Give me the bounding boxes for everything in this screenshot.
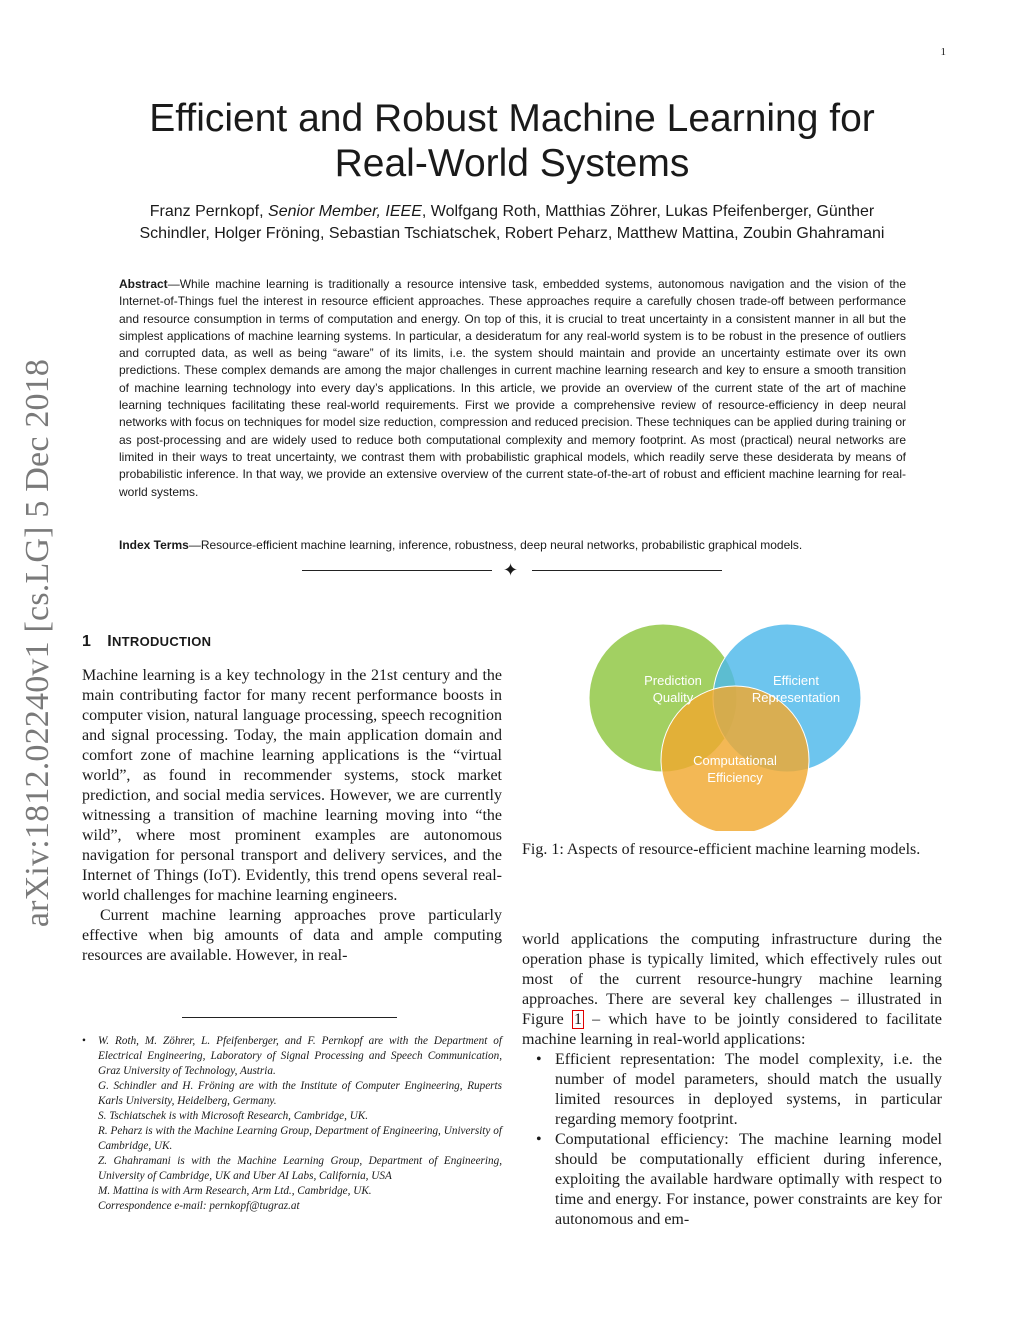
separator-rule-right [532, 570, 722, 571]
author-role: Senior Member, IEEE [268, 203, 422, 220]
right-column-body [522, 930, 942, 1230]
section-heading [82, 633, 502, 651]
venn-label-efficient-line1: Efficient [772, 673, 820, 688]
footnote-line: Correspondence e-mail: pernkopf@tugraz.at [98, 1200, 300, 1212]
separator-diamond-icon: ✦ [503, 560, 519, 580]
index-terms-label: Index Terms [119, 538, 189, 552]
abstract [119, 276, 906, 501]
left-column-body [82, 666, 502, 966]
section-title-rest: NTRODUCTION [111, 634, 212, 649]
intro-paragraph-1: Machine learning is a key technology in the 21st century and the main contributing factor for many recent performance boosts in computer vision, natural language processing, speech recognition and signal processing. Today, the main application domain and comfort zone of machine learning applications is the “virtual world”, as found in recommender systems, stock market prediction, and social media services. However, we are currently witnessing a transition of machine learning moving into “the wild”, where most prominent examples are autonomous navigation for personal transport and delivery services, and the Internet of Things (IoT). Evidently, this trend opens several real-world challenges for machine learning engineers. [82, 667, 502, 904]
arxiv-identifier [18, 355, 58, 930]
challenge-list [522, 1050, 942, 1230]
paper-title-line2: Real-World Systems [334, 142, 690, 185]
footnote-line: G. Schindler and H. Fröning are with the Institute of Computer Engineering, Ruperts Karls University, Heidelberg, Germany. [98, 1080, 502, 1107]
abstract-text: —While machine learning is traditionally a resource intensive task, embedded systems, autonomous navigation and the vision of the Internet-of-Things fuel the interest in resource efficient approaches. These approaches require a carefully chosen trade-off between performance and resource consumption in terms of computation and energy. On top of this, it is crucial to treat uncertainty in a consistent manner in all but the simplest applications of machine learning systems. In particular, a desideratum for any real-world system is to be robust in the presence of outliers and corrupted data, as well as being “aware” of its limits, i.e. the system should maintain and provide an uncertainty estimate over its own predictions. These complex demands are among the major challenges in current machine learning research and key to ensure a smooth transition of machine learning technology into every day’s applications. In this article, we provide an overview of the current state of the art of machine learning techniques facilitating these real-world requirements. First we provide a comprehensive review of resource-efficiency in deep neural networks with focus on techniques for model size reduction, compression and reduced precision. These techniques can be applied during training or as post-processing and are widely used to reduce both computational complexity and memory footprint. As most (practical) neural networks are limited in their ways to treat uncertainty, we contrast them with probabilistic graphical models, which readily serve these desiderata by means of probabilistic inference. In that way, we provide an extensive overview of the current state-of-the-art of robust and efficient machine learning for real-world systems. [119, 277, 906, 499]
affiliation-footnote [82, 1034, 502, 1214]
list-item: • Computational efficiency: The machine learning model should be computationally efficient during inference, exploiting the available hardware optimally with respect to time and energy. For instance, power constraints are key for autonomous and em- [522, 1130, 942, 1230]
abstract-label: Abstract [119, 277, 168, 291]
venn-label-computational-line1: Computational [693, 753, 777, 768]
figure-venn-diagram [580, 616, 870, 831]
author-list [82, 201, 942, 245]
venn-label-computational-line2: Efficiency [707, 770, 763, 785]
footnote-line: R. Peharz is with the Machine Learning Group, Department of Engineering, University of Cambridge, UK. [98, 1125, 502, 1152]
paper-title-line1: Efficient and Robust Machine Learning for [149, 97, 875, 140]
venn-label-efficient-line2: Representation [751, 690, 841, 705]
page-number: 1 [940, 46, 946, 58]
right-paragraph-text-b: – which have to be jointly considered to facilitate machine learning in real-world applications: [522, 1011, 942, 1048]
index-terms-text: —Resource-efficient machine learning, inference, robustness, deep neural networks, probabilistic graphical models. [188, 538, 803, 552]
section-number: 1 [82, 633, 92, 650]
venn-label-prediction-line2: Quality [652, 690, 694, 705]
footnote-line: S. Tschiatschek is with Microsoft Research, Cambridge, UK. [98, 1110, 369, 1122]
footnote-bullet: • [82, 1035, 86, 1047]
footnote-line: W. Roth, M. Zöhrer, L. Pfeifenberger, and F. Pernkopf are with the Department of Electrical Engineering, Laboratory of Signal Processing and Speech Communication, Graz University of Technology, Austria. [98, 1035, 502, 1077]
arxiv-identifier-text: arXiv:1812.02240v1 [cs.LG] 5 Dec 2018 [19, 358, 57, 927]
right-paragraph [522, 930, 942, 1050]
separator-rule-left [302, 570, 492, 571]
author-first: Franz Pernkopf, [149, 203, 264, 220]
intro-paragraph-2: Current machine learning approaches prove particularly effective when big amounts of data and ample computing resources are available. However, in real- [82, 907, 502, 964]
figure-reference-link[interactable]: 1 [573, 1011, 582, 1028]
venn-label-prediction-line1: Prediction [644, 673, 702, 688]
list-item: • Efficient representation: The model complexity, i.e. the number of model parameters, should match the usually limited resources in deployed systems, in particular regarding memory footprint. [522, 1050, 942, 1130]
right-paragraph-text-a: world applications the computing infrastructure during the operation phase is typically limited, which effectively rules out most of the current resource-hungry machine learning approaches. There are several key challenges – illustrated in Figure [522, 931, 942, 1028]
author-line1-rest: , Wolfgang Roth, Matthias Zöhrer, Lukas Pfeifenberger, Günther [421, 203, 875, 220]
footnote-body [98, 1034, 502, 1214]
footnote-line: Z. Ghahramani is with the Machine Learning Group, Department of Engineering, University of Cambridge, UK and Uber AI Labs, California, USA [98, 1155, 502, 1182]
figure-caption: Fig. 1: Aspects of resource-efficient machine learning models. [522, 841, 921, 858]
index-terms [119, 537, 906, 554]
venn-diagram-svg [580, 616, 870, 831]
footnote-rule [182, 1017, 397, 1018]
author-line2: Schindler, Holger Fröning, Sebastian Tschiatschek, Robert Peharz, Matthew Mattina, Zoubin Ghahramani [139, 225, 885, 242]
section-title-initial: I [107, 633, 112, 650]
paper-title [82, 96, 942, 186]
footnote-line: M. Mattina is with Arm Research, Arm Ltd., Cambridge, UK. [98, 1185, 372, 1197]
